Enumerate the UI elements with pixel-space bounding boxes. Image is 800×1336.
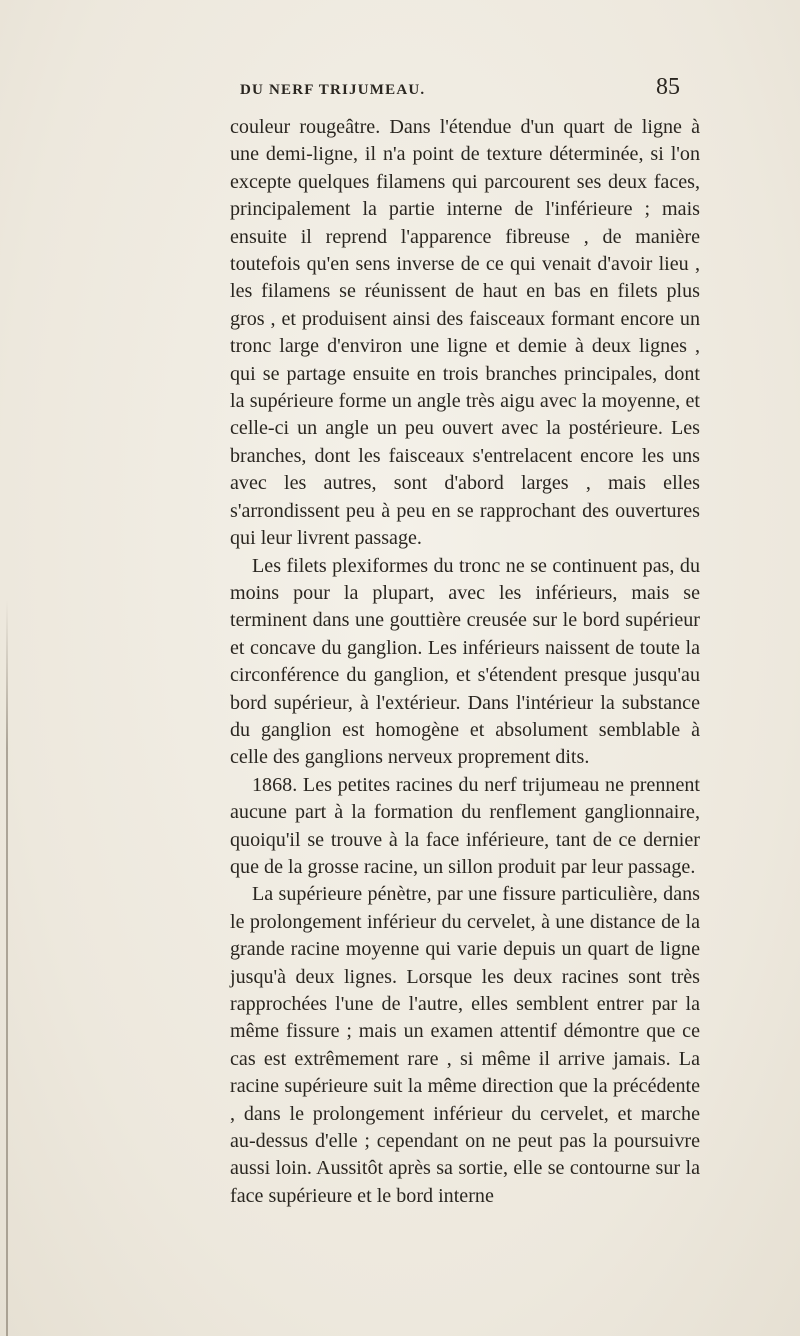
page-number: 85 — [656, 74, 680, 100]
page-edge-shadow — [6, 600, 8, 1336]
paragraph-2: Les filets plexiformes du tronc ne se continuent pas, du moins pour la plupart, avec les inférieurs, mais se terminent dans une gouttière creusée sur le bord supérieur et concave du ganglion. Les inférieurs naissent de toute la circonférence du ganglion, et s'étendent presque jusqu'au bord supérieur, à l'extérieur. Dans l'intérieur la substance du ganglion est homogène et absolument semblable à celle des ganglions nerveux proprement dits. — [230, 554, 700, 769]
running-head: DU NERF TRIJUMEAU. — [240, 82, 426, 98]
paragraph-3: 1868. Les petites racines du nerf trijumeau ne prennent aucune part à la formation du renflement ganglionnaire, quoiqu'il se trouve à la face inférieure, tant de ce dernier que de la grosse racine, un sillon produit par leur passage. — [230, 773, 700, 878]
body-text — [230, 114, 700, 1210]
page-header — [240, 74, 680, 108]
paragraph-4: La supérieure pénètre, par une fissure particulière, dans le prolongement inférieur du cervelet, à une distance de la grande racine moyenne qui varie depuis un quart de ligne jusqu'à deux lignes. Lorsque les deux racines sont très rapprochées l'une de l'autre, elles semblent entrer par la même fissure ; mais un examen attentif démontre que ce cas est extrêmement rare , si même il arrive jamais. La racine supérieure suit la même direction que la précédente , dans le prolongement inférieur du cervelet, et marche au-dessus d'elle ; cependant on ne peut pas la poursuivre aussi loin. Aussitôt après sa sortie, elle se contourne sur la face supérieure et le bord interne — [230, 883, 700, 1207]
paragraph-1: couleur rougeâtre. Dans l'étendue d'un quart de ligne à une demi-ligne, il n'a point de texture déterminée, si l'on excepte quelques filamens qui parcourent ses deux faces, principalement la partie interne de l'inférieure ; mais ensuite il reprend l'apparence fibreuse , de manière toutefois qu'en sens inverse de ce qui venait d'avoir lieu , les filamens se réunissent de haut en bas en filets plus gros , et produisent ainsi des faisceaux formant encore un tronc large d'environ une ligne et demie à deux lignes , qui se partage ensuite en trois branches principales, dont la supérieure forme un angle très aigu avec la moyenne, et celle-ci un angle un peu ouvert avec la postérieure. Les branches, dont les faisceaux s'entrelacent encore les uns avec les autres, sont d'abord larges , mais elles s'arrondissent peu à peu en se rapprochant des ouvertures qui leur livrent passage. — [230, 116, 700, 550]
